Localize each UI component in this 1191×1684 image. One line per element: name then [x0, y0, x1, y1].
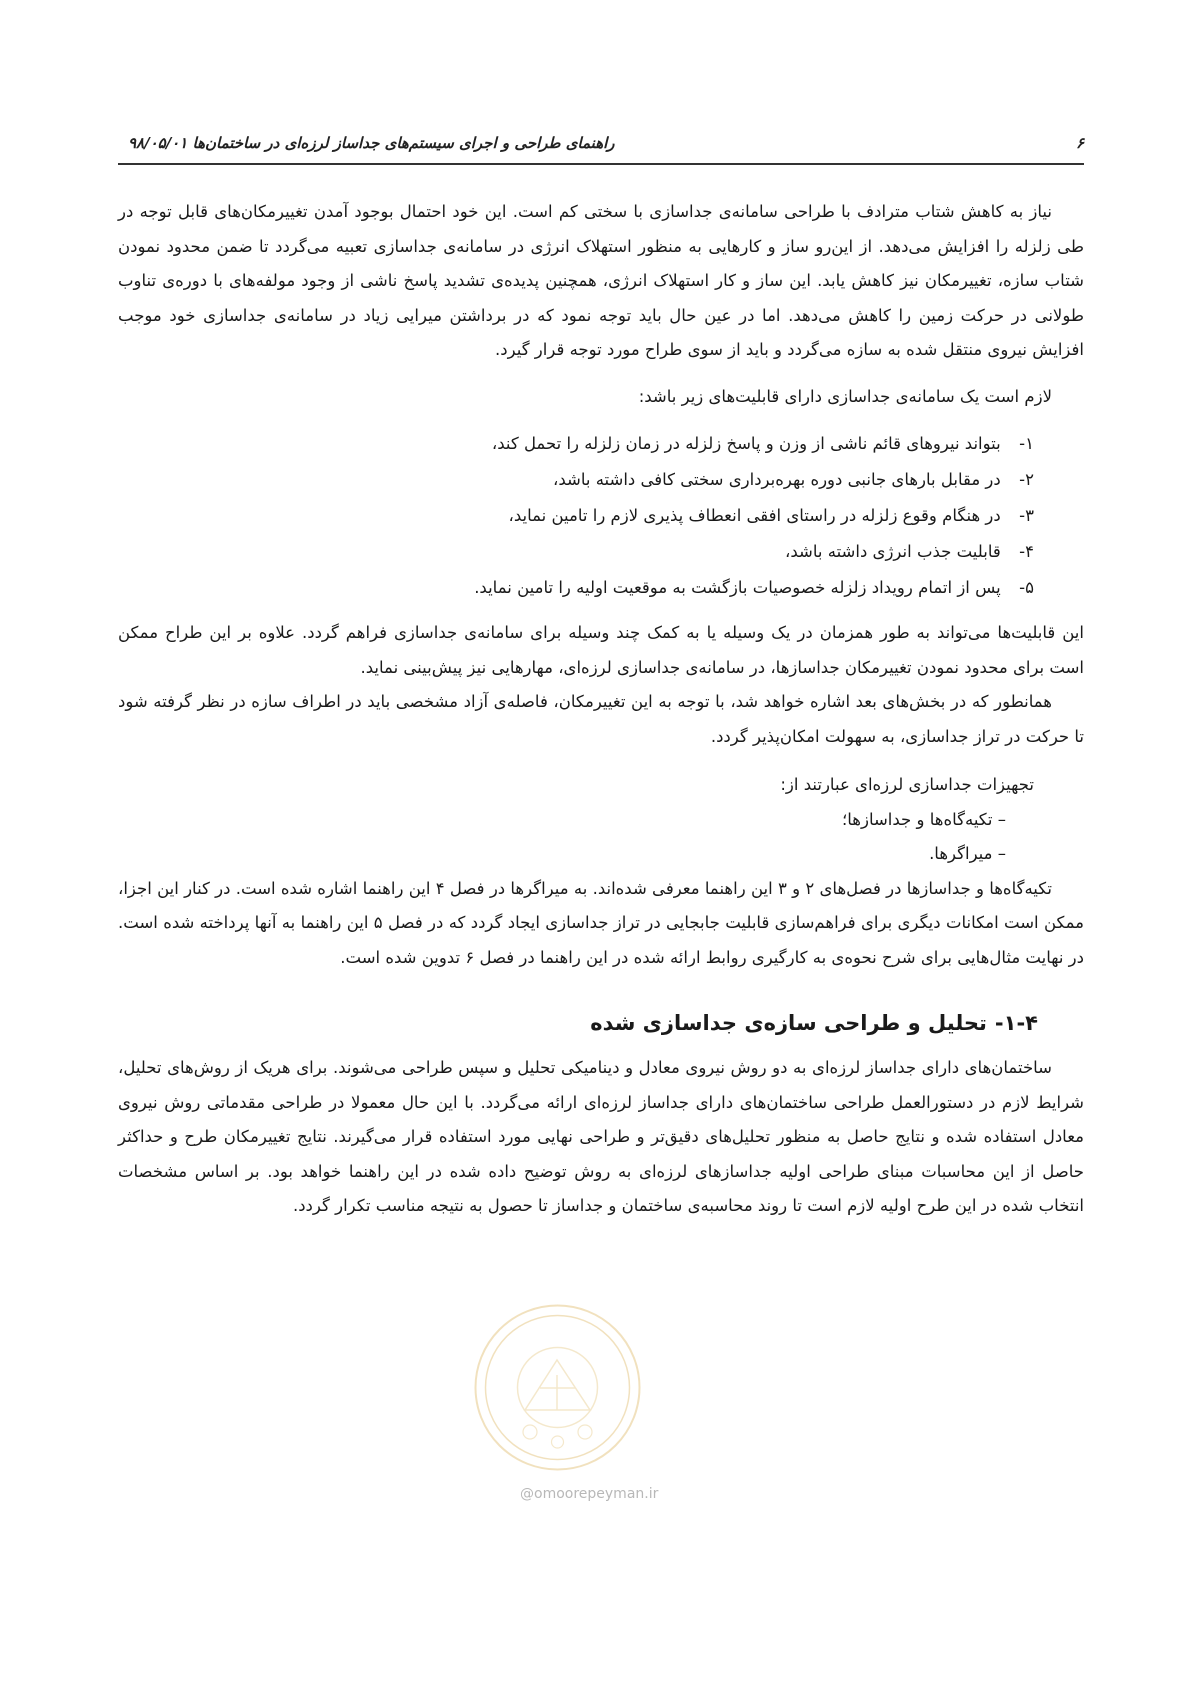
paragraph: نیاز به کاهش شتاب مترادف با طراحی سامانه‌ی جداسازی با سختی کم است. این خود احتمال بوجود آمدن تغییرمکان‌های قابل توجه در طی زلزله را افزایش می‌دهد. از این‌رو ساز و کارهایی به منظور استهلاک انرژی در سامانه‌ی جداسازی تعبیه می‌گردد تا ضمن محدود نمودن شتاب سازه، تغییرمکان نیز کاهش یابد. این ساز و کار استهلاک انرژی، همچنین پدیده‌ی تشدید پاسخ ناشی از وجود مولفه‌های با دوره‌ی تناوب طولانی در حرکت زمین را کاهش می‌دهد. اما در عین حال باید توجه نمود که در برداشتن میرایی زیاد در سامانه‌ی جداسازی خود موجب افزایش نیروی منتقل شده به سازه می‌گردد و باید از سوی طراح مورد توجه قرار گیرد. [118, 202, 1084, 359]
paragraph: ساختمان‌های دارای جداساز لرزه‌ای به دو روش نیروی معادل و دینامیکی تحلیل و سپس طراحی می‌شوند. برای هریک از روش‌های تحلیل، شرایط لازم در دستورالعمل طراحی ساختمان‌های دارای جداساز لرزه‌ای ارائه می‌گردد. با این حال معمولا در طراحی مقدماتی روش نیروی معادل استفاده شده و نتایج حاصل به منظور تحلیل‌های دقیق‌تر و طراحی نهایی مورد استفاده قرار می‌گیرند. نتایج تغییرمکان طرح و حداکثر حاصل از این محاسبات مبنای طراحی اولیه جداسازهای لرزه‌ای به روش توضیح داده شده در این راهنما خواهد بود. بر اساس مشخصات انتخاب شده در این طرح اولیه لازم است تا روند محاسبه‌ی ساختمان و جداساز تا حصول به نتیجه مناسب تکرار گردد. [118, 1058, 1084, 1215]
list-item [118, 462, 1034, 498]
capabilities-intro: لازم است یک سامانه‌ی جداسازی دارای قابلیت‌های زیر باشد: [638, 386, 1052, 406]
running-title [118, 134, 615, 152]
list-item-text: قابلیت جذب انرژی داشته باشد، [785, 542, 1001, 561]
paragraph: تکیه‌گاه‌ها و جداسازها در فصل‌های ۲ و ۳ این راهنما معرفی شده‌اند. به میراگرها در فصل ۴ این راهنما اشاره شده است. در کنار این اجزا، ممکن است امکانات دیگری برای فراهم‌سازی قابلیت جابجایی در تراز جداسازی ایجاد گردد که در فصل ۵ این راهنما به آنها پرداخته شده است. در نهایت مثال‌هایی برای شرح نحوه‌ی به کارگیری روابط ارائه شده در این راهنما در فصل ۶ تدوین شده است. [118, 878, 1085, 967]
main-content [118, 195, 1084, 1224]
watermark-logo-icon [470, 1300, 645, 1475]
list-item [118, 498, 1034, 534]
list-number: ۱- [1019, 434, 1034, 453]
section-title: تحلیل و طراحی سازه‌ی جداسازی شده [590, 1011, 987, 1035]
header-divider [118, 163, 1084, 165]
list-number: ۴- [1019, 542, 1034, 561]
header-date: ۹۸/۰۵/۰۱ [128, 134, 188, 152]
list-number: ۳- [1019, 506, 1034, 525]
list-item-text: در هنگام وقوع زلزله در راستای افقی انعطاف پذیری لازم را تامین نماید، [508, 506, 1001, 525]
list-item-text: پس از اتمام رویداد زلزله خصوصیات بازگشت به موقعیت اولیه را تامین نماید. [474, 578, 1001, 597]
list-item [118, 534, 1034, 570]
equipment-item: – تکیه‌گاه‌ها و جداسازها؛ [842, 809, 1006, 829]
paragraph: این قابلیت‌ها می‌تواند به طور همزمان در یک وسیله یا به کمک چند وسیله برای سامانه‌ی جداسازی فراهم گردد. علاوه بر این طراح ممکن است برای محدود نمودن تغییرمکان جداسازها، در سامانه‌ی جداسازی لرزه‌ای، مهارهایی نیز پیش‌بینی نماید. [118, 623, 1084, 677]
capabilities-list [118, 426, 1084, 606]
equipment-intro: تجهیزات جداسازی لرزه‌ای عبارتند از: [780, 775, 1034, 794]
running-title-text: راهنمای طراحی و اجرای سیستم‌های جداساز لرزه‌ای در ساختمان‌ها [192, 134, 615, 152]
list-number: ۲- [1019, 470, 1034, 489]
page-number: ۶ [1075, 134, 1084, 152]
list-item-text: بتواند نیروهای قائم ناشی از وزن و پاسخ زلزله در زمان زلزله را تحمل کند، [491, 434, 1001, 453]
list-number: ۵- [1019, 578, 1034, 597]
list-item [118, 570, 1034, 606]
list-item-text: در مقابل بارهای جانبی دوره بهره‌برداری سختی کافی داشته باشد، [553, 470, 1001, 489]
page-header [118, 128, 1084, 158]
paragraph: همانطور که در بخش‌های بعد اشاره خواهد شد، با توجه به این تغییرمکان، فاصله‌ی آزاد مشخصی باید در اطراف سازه در نظر گرفته شود تا حرکت در تراز جداسازی، به سهولت امکان‌پذیر گردد. [118, 692, 1084, 746]
watermark-url: @omoorepeyman.ir [520, 1486, 659, 1502]
section-number: ۱-۴- [994, 1011, 1038, 1035]
list-item [118, 426, 1034, 462]
equipment-item: – میراگرها. [929, 844, 1006, 863]
section-heading [118, 1003, 1084, 1043]
